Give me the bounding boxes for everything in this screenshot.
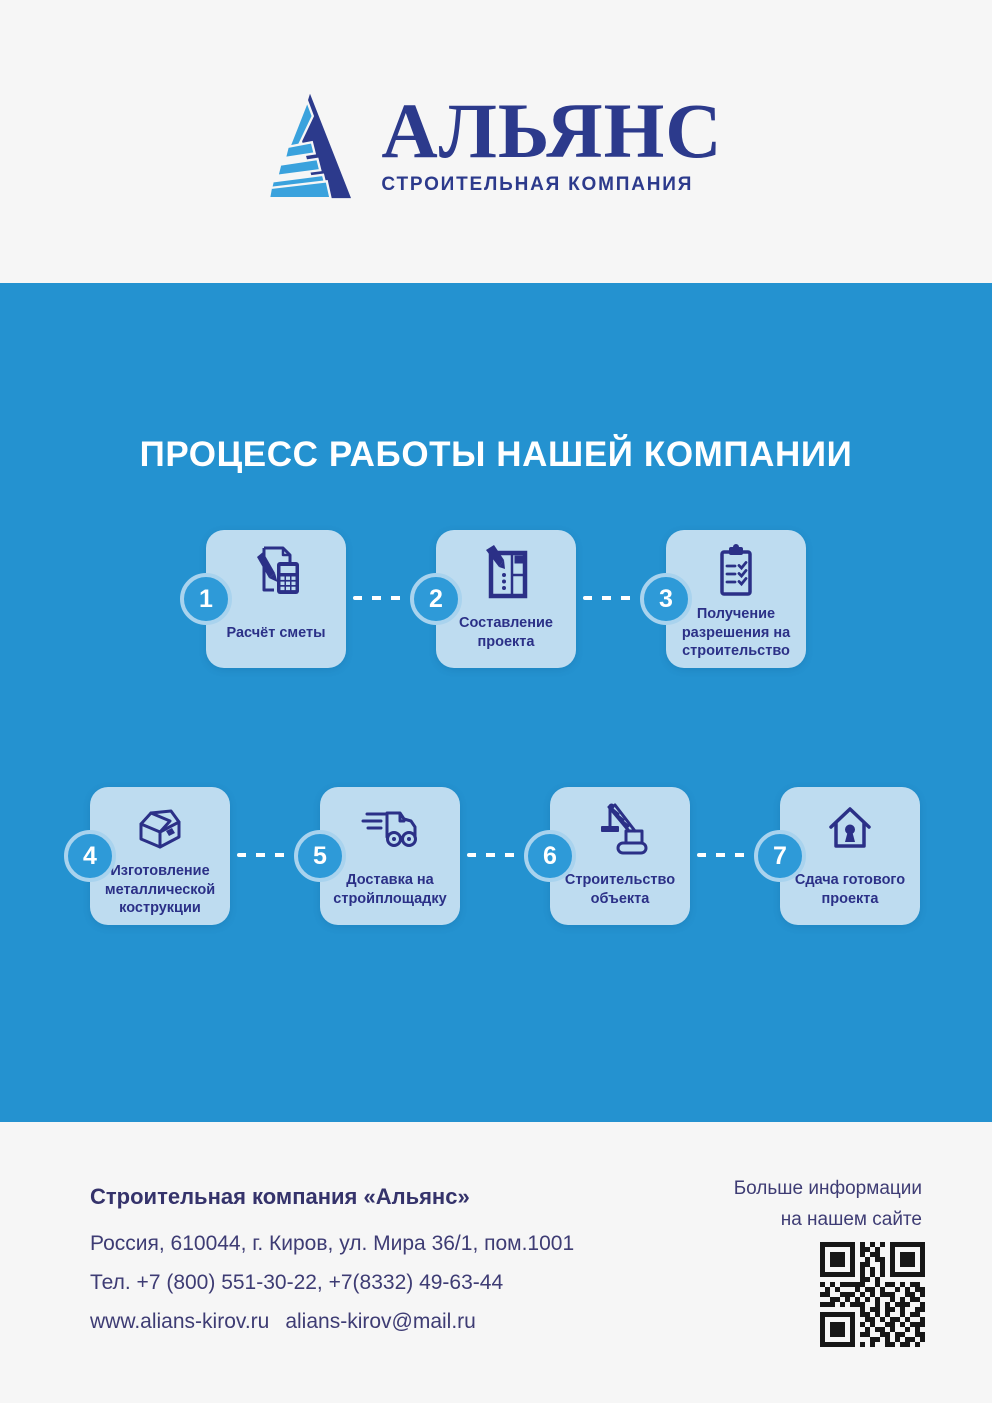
qr-code <box>820 1242 925 1347</box>
step-number-badge: 5 <box>294 830 346 882</box>
more-info-text <box>734 1174 922 1236</box>
finished-house-icon <box>818 797 882 861</box>
process-step-card <box>659 530 806 668</box>
process-title: ПРОЦЕСС РАБОТЫ НАШЕЙ КОМПАНИИ <box>139 435 853 474</box>
process-step-card <box>313 787 460 925</box>
project-blueprint-icon <box>474 540 538 604</box>
company-name-line: Строительная компания «Альянс» <box>90 1184 470 1209</box>
step-label-wrap <box>221 604 332 668</box>
dashed-connector <box>237 853 287 857</box>
process-step-card <box>199 530 346 668</box>
company-logo <box>269 89 722 201</box>
step-number-badge: 7 <box>754 830 806 882</box>
step-label: Доставка на стройплощадку <box>333 872 447 907</box>
process-step-card <box>429 530 576 668</box>
step-label: Изготовление металлической кострукции <box>104 863 216 917</box>
dashed-connector <box>467 853 517 857</box>
logo-subtitle: СТРОИТЕЛЬНАЯ КОМПАНИЯ <box>381 173 694 195</box>
step-label: Строительство объекта <box>564 872 676 907</box>
more-info-line1: Больше информации <box>733 1178 922 1199</box>
more-info-line2: на нашем сайте <box>780 1208 922 1230</box>
step-number-badge: 4 <box>64 830 116 882</box>
step-label: Сдача готового проекта <box>794 872 906 907</box>
process-step-card <box>83 787 230 925</box>
step-number-badge: 2 <box>410 573 462 625</box>
step-label: Составление проекта <box>459 615 553 650</box>
website-text: www.alians-kirov.ru <box>90 1310 270 1333</box>
pyramid-logo-icon <box>269 89 351 201</box>
email-text: alians-kirov@mail.ru <box>285 1310 476 1333</box>
step-label: Расчёт сметы <box>226 624 326 641</box>
permit-checklist-icon <box>704 540 768 604</box>
process-step-card <box>773 787 920 925</box>
process-step-card <box>543 787 690 925</box>
dashed-connector <box>697 853 747 857</box>
estimate-calculator-icon <box>244 540 308 604</box>
step-number-badge: 6 <box>524 830 576 882</box>
dashed-connector <box>583 596 633 600</box>
header <box>0 0 992 283</box>
step-number-badge: 3 <box>640 573 692 625</box>
delivery-truck-icon <box>358 797 422 861</box>
construction-crane-icon <box>588 797 652 861</box>
footer <box>0 1122 992 1403</box>
dashed-connector <box>353 596 403 600</box>
process-section <box>0 283 992 1122</box>
web-line <box>90 1310 574 1334</box>
contact-block <box>90 1184 574 1334</box>
phone-line: Тел. +7 (800) 551-30-22, +7(8332) 49-63-44 <box>90 1271 504 1294</box>
step-number-badge: 1 <box>180 573 232 625</box>
address-line: Россия, 610044, г. Киров, ул. Мира 36/1, пом.1001 <box>90 1232 575 1255</box>
metal-structure-box-icon <box>128 797 192 861</box>
logo-text <box>381 87 723 195</box>
logo-company-name: АЛЬЯНС <box>381 87 723 175</box>
step-label: Получение разрешения на строительство <box>681 606 791 660</box>
